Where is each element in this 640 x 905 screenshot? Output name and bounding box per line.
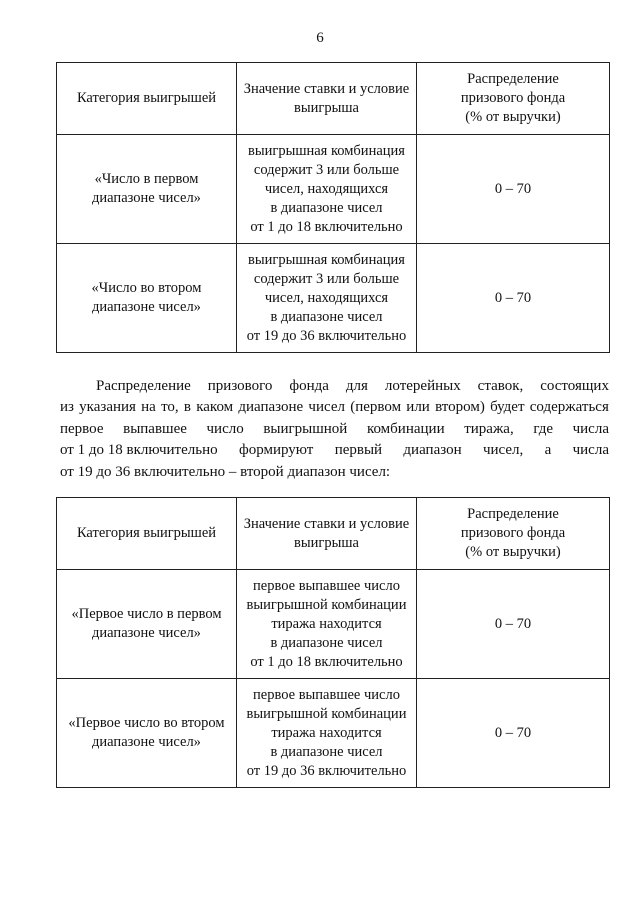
prize-distribution-table-1	[56, 62, 610, 353]
table-header-row	[57, 498, 610, 570]
header-category: Категория выигрышей	[57, 498, 237, 570]
category-cell: «Первое число в первом диапазоне чисел»	[57, 570, 237, 679]
distribution-cell: 0 – 70	[417, 570, 610, 679]
body-paragraph	[60, 376, 609, 483]
distribution-cell: 0 – 70	[417, 244, 610, 353]
prize-distribution-table-2	[56, 497, 610, 788]
category-cell: «Первое число во втором диапазоне чисел»	[57, 679, 237, 788]
paragraph-line: от 19 до 36 включительно – второй диапазон чисел:	[60, 463, 391, 480]
paragraph-line: Распределение призового фонда для лотерейных ставок, состоящих	[96, 378, 609, 394]
table-header-row	[57, 63, 610, 135]
distribution-cell: 0 – 70	[417, 679, 610, 788]
table-row	[57, 570, 610, 679]
distribution-cell: 0 – 70	[417, 135, 610, 244]
condition-cell: выигрышная комбинация содержит 3 или больше чисел, находящихся в диапазоне чисел от 1 до 18 включительно	[237, 135, 417, 244]
category-cell: «Число во втором диапазоне чисел»	[57, 244, 237, 353]
condition-cell: первое выпавшее число выигрышной комбинации тиража находится в диапазоне чисел от 19 до 36 включительно	[237, 679, 417, 788]
paragraph-line: от 1 до 18 включительно формируют первый диапазон чисел, а числа	[60, 442, 609, 459]
paragraph-line: первое выпавшее число выигрышной комбинации тиража, где числа	[60, 420, 609, 437]
header-category: Категория выигрышей	[57, 63, 237, 135]
paragraph-line: из указания на то, в каком диапазоне чисел (первом или втором) будет содержаться	[60, 399, 609, 416]
category-cell: «Число в первом диапазоне чисел»	[57, 135, 237, 244]
condition-cell: первое выпавшее число выигрышной комбинации тиража находится в диапазоне чисел от 1 до 18 включительно	[237, 570, 417, 679]
header-condition: Значение ставки и условие выигрыша	[237, 63, 417, 135]
condition-cell: выигрышная комбинация содержит 3 или больше чисел, находящихся в диапазоне чисел от 19 до 36 включительно	[237, 244, 417, 353]
table-row	[57, 679, 610, 788]
header-distribution: Распределение призового фонда (% от выручки)	[417, 498, 610, 570]
header-condition: Значение ставки и условие выигрыша	[237, 498, 417, 570]
header-distribution: Распределение призового фонда (% от выручки)	[417, 63, 610, 135]
page-number: 6	[316, 30, 324, 46]
table-row	[57, 244, 610, 353]
table-row	[57, 135, 610, 244]
